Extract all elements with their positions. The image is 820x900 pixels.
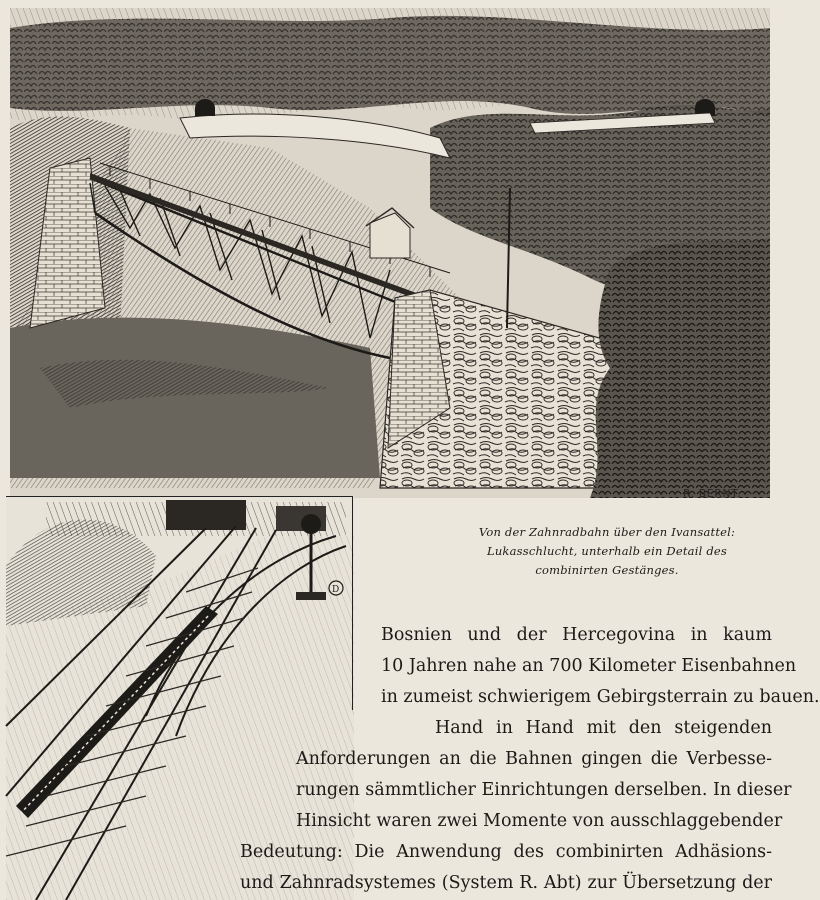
caption-line: combinirten Gestänges. [535,563,679,577]
text-line: Hinsicht waren zwei Momente von ausschlaggebender [296,811,783,831]
text-line: Hand in Hand mit den steigenden [435,718,772,738]
illustration-caption [476,523,738,580]
text-line: und Zahnradsystemes (System R. Abt) zur Übersetzung der [240,873,772,893]
inset-border-top [6,496,353,497]
caption-line: Lukasschlucht, unterhalb ein Detail des [486,544,727,558]
artist-signature: R. BERNT. [683,487,742,500]
text-line: rungen sämmtlicher Einrichtungen derselben. In dieser [296,780,792,800]
bridge-engraving [10,8,770,498]
caption-line: Von der Zahnradbahn über den Ivansattel: [478,525,736,539]
text-line: 10 Jahren nahe an 700 Kilometer Eisenbahnen [381,656,797,676]
text-line: Bedeutung: Die Anwendung des combinirten Adhäsions- [240,842,772,862]
body-text [236,620,820,899]
text-line: Bosnien und der Hercegovina in kaum [381,625,772,645]
text-line: in zumeist schwierigem Gebirgsterrain zu bauen. [381,687,820,707]
signal-label: D [332,585,340,595]
text-line: Anforderungen an die Bahnen gingen die Verbesse- [296,749,772,769]
